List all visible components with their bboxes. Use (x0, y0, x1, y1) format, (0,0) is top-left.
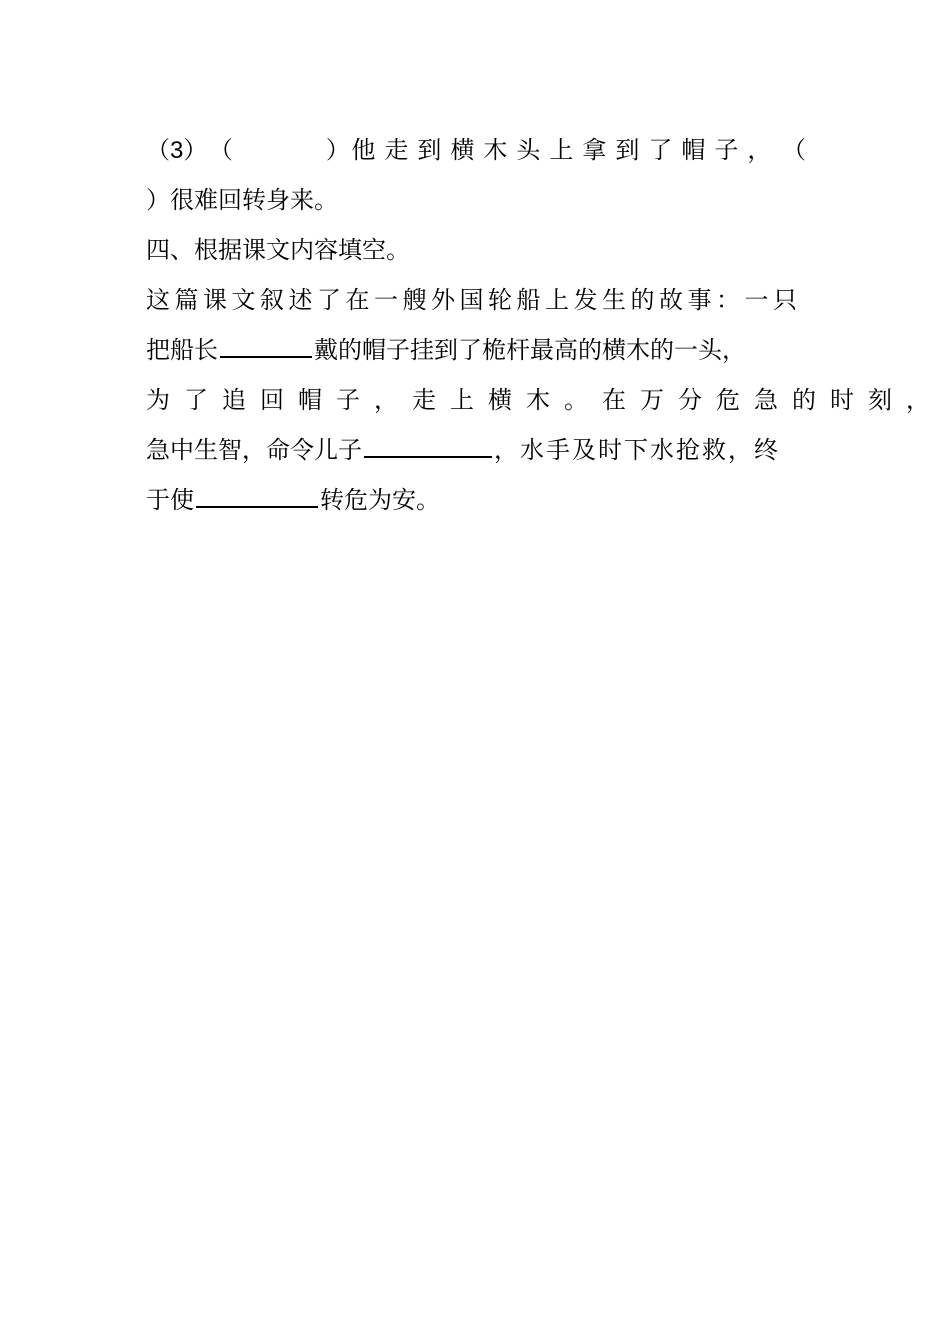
question-3-line (146, 132, 806, 169)
paragraph-line-2-before: 把船长 (146, 336, 218, 364)
fill-blank-2[interactable] (364, 434, 492, 458)
fill-blank-3[interactable] (196, 484, 318, 508)
question-3-continuation (146, 182, 806, 218)
question-number: （3） (146, 137, 208, 164)
paragraph-line-2 (146, 332, 806, 368)
paragraph-line-4 (146, 432, 806, 468)
paragraph-line-3-text: 为了追回帽子，走上横木。在万分危急的时刻， (146, 386, 944, 414)
answer-close-paren: ） (325, 136, 350, 164)
fill-blank-1[interactable] (220, 334, 312, 358)
section-4-heading-text: 四、根据课文内容填空。 (146, 236, 410, 264)
question-3-text: 他走到横木头上拿到了帽子， (351, 136, 781, 164)
paragraph-line-4-before: 急中生智，命令儿子 (146, 436, 362, 464)
answer-open-paren: （ (208, 136, 233, 164)
section-4-heading (146, 232, 806, 268)
question-3-continuation-text: ）很难回转身来。 (146, 186, 338, 214)
paragraph-line-5 (146, 482, 806, 518)
paragraph-line-5-before: 于使 (146, 486, 194, 514)
paragraph-line-1 (146, 282, 806, 318)
paragraph-line-4-after: ，水手及时下水抢救，终 (494, 436, 780, 464)
paragraph-line-2-after: 戴的帽子挂到了桅杆最高的横木的一头， (314, 336, 746, 364)
paragraph-line-3 (146, 382, 944, 418)
answer-open-paren-2: （ (781, 136, 806, 164)
paragraph-line-5-after: 转危为安。 (320, 486, 440, 514)
paragraph-line-1-text: 这篇课文叙述了在一艘外国轮船上发生的故事：一只 (146, 286, 802, 314)
